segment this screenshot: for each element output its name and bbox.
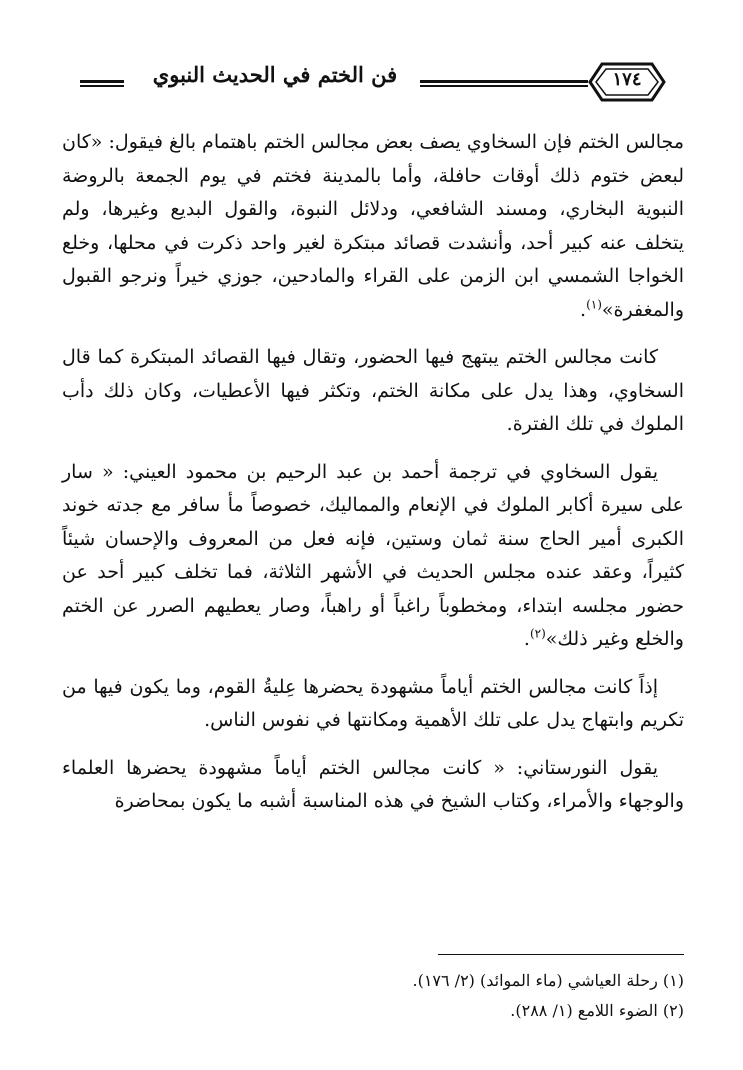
footnote-separator	[438, 954, 684, 955]
footnote-ref-1: (١)	[586, 297, 602, 312]
footnote-ref-2: (٢)	[529, 626, 546, 641]
page-number-badge	[588, 60, 666, 104]
paragraph-1: مجالس الختم فإن السخاوي يصف بعض مجالس الختم باهتمام بالغ فيقول: «كان لبعض ختوم ذلك أوقات حافلة، وأما بالمدينة فختم في يوم الجمعة بالروضة النبوية البخاري، ومسند الشافعي، ودلائل النبوة، والقول البديع وغيرها، ولم يتخلف عنه كبير أحد، وأنشدت قصائد مبتكرة لغير واحد ذكرت في محلها، وخلع الخواجا الشمسي ابن الزمن على القراء والمادحين، جوزي خيراً ونرجو القبول والمغفرة»$^{(١)}$.	[62, 131, 684, 321]
paragraph-1-text: مجالس الختم فإن السخاوي يصف بعض مجالس الختم باهتمام بالغ فيقول: «كان لبعض ختوم ذلك أوقات حافلة، وأما بالمدينة فختم في يوم الجمعة بالروضة النبوية البخاري، ومسند الشافعي، ودلائل النبوة، والقول البديع وغيرها، ولم يتخلف عنه كبير أحد، وأنشدت قصائد مبتكرة لغير واحد ذكرت في محلها، وخلع الخواجا الشمسي ابن الزمن على القراء والمادحين، جوزي خيراً ونرجو القبول والمغفرة»	[62, 131, 684, 321]
paragraph-3: يقول السخاوي في ترجمة أحمد بن عبد الرحيم بن محمود العيني: « سار على سيرة أكابر الملوك في الإنعام والمماليك، خصوصاً مأ سافر مع جدته خوند الكبرى أمير الحاج سنة ثمان وستين، فإنه فعل من المعروف والإحسان شيئاً كثيراً، وعقد عنده مجلس الحديث في الأشهر الثلاثة، فما تخلف كبير أحد عن حضور مجلسه ابتداء، ومخطوباً راغباً أو راهباً، وصار يعطيهم الصرر عن الختم والخلع وغير ذلك»$^{(٢)}$.	[62, 460, 684, 650]
footnote-1: (١) رحلة العياشي (ماء الموائد) (٢/ ١٧٦).	[412, 971, 684, 990]
paragraph-5: يقول النورستاني: « كانت مجالس الختم أياماً مشهودة يحضرها العلماء والوجهاء والأمراء، وكتاب الشيخ في هذه المناسبة أشبه ما يكون بمحاضرة	[62, 756, 684, 812]
running-title: فن الختم في الحديث النبوي	[152, 62, 398, 87]
main-text	[62, 126, 684, 833]
header-double-rule-right	[420, 80, 588, 87]
paragraph-4: إذاً كانت مجالس الختم أياماً مشهودة يحضرها عِليةُ القوم، وما يكون فيها من تكريم وابتهاج يدل على تلك الأهمية ومكانتها في نفوس الناس.	[62, 675, 684, 731]
footnotes	[62, 966, 684, 1026]
paragraph-3-text: يقول السخاوي في ترجمة أحمد بن عبد الرحيم بن محمود العيني: « سار على سيرة أكابر الملوك في الإنعام والمماليك، خصوصاً مأ سافر مع جدته خوند الكبرى أمير الحاج سنة ثمان وستين، فإنه فعل من المعروف والإحسان شيئاً كثيراً، وعقد عنده مجلس الحديث في الأشهر الثلاثة، فما تخلف كبير أحد عن حضور مجلسه ابتداء، ومخطوباً راغباً أو راهباً، وصار يعطيهم الصرر عن الختم والخلع وغير ذلك»	[62, 460, 684, 650]
header-double-rule-left	[80, 80, 124, 87]
footnote-2: (٢) الضوء اللامع (١/ ٢٨٨).	[510, 1001, 684, 1020]
running-header	[80, 60, 666, 104]
page-number: ١٧٤	[612, 69, 642, 90]
paragraph-2: كانت مجالس الختم يبتهج فيها الحضور، وتقال فيها القصائد المبتكرة كما قال السخاوي، وهذا يدل على مكانة الختم، وتكثر فيها الأعطيات، وكان ذلك دأب الملوك في تلك الفترة.	[62, 346, 684, 435]
